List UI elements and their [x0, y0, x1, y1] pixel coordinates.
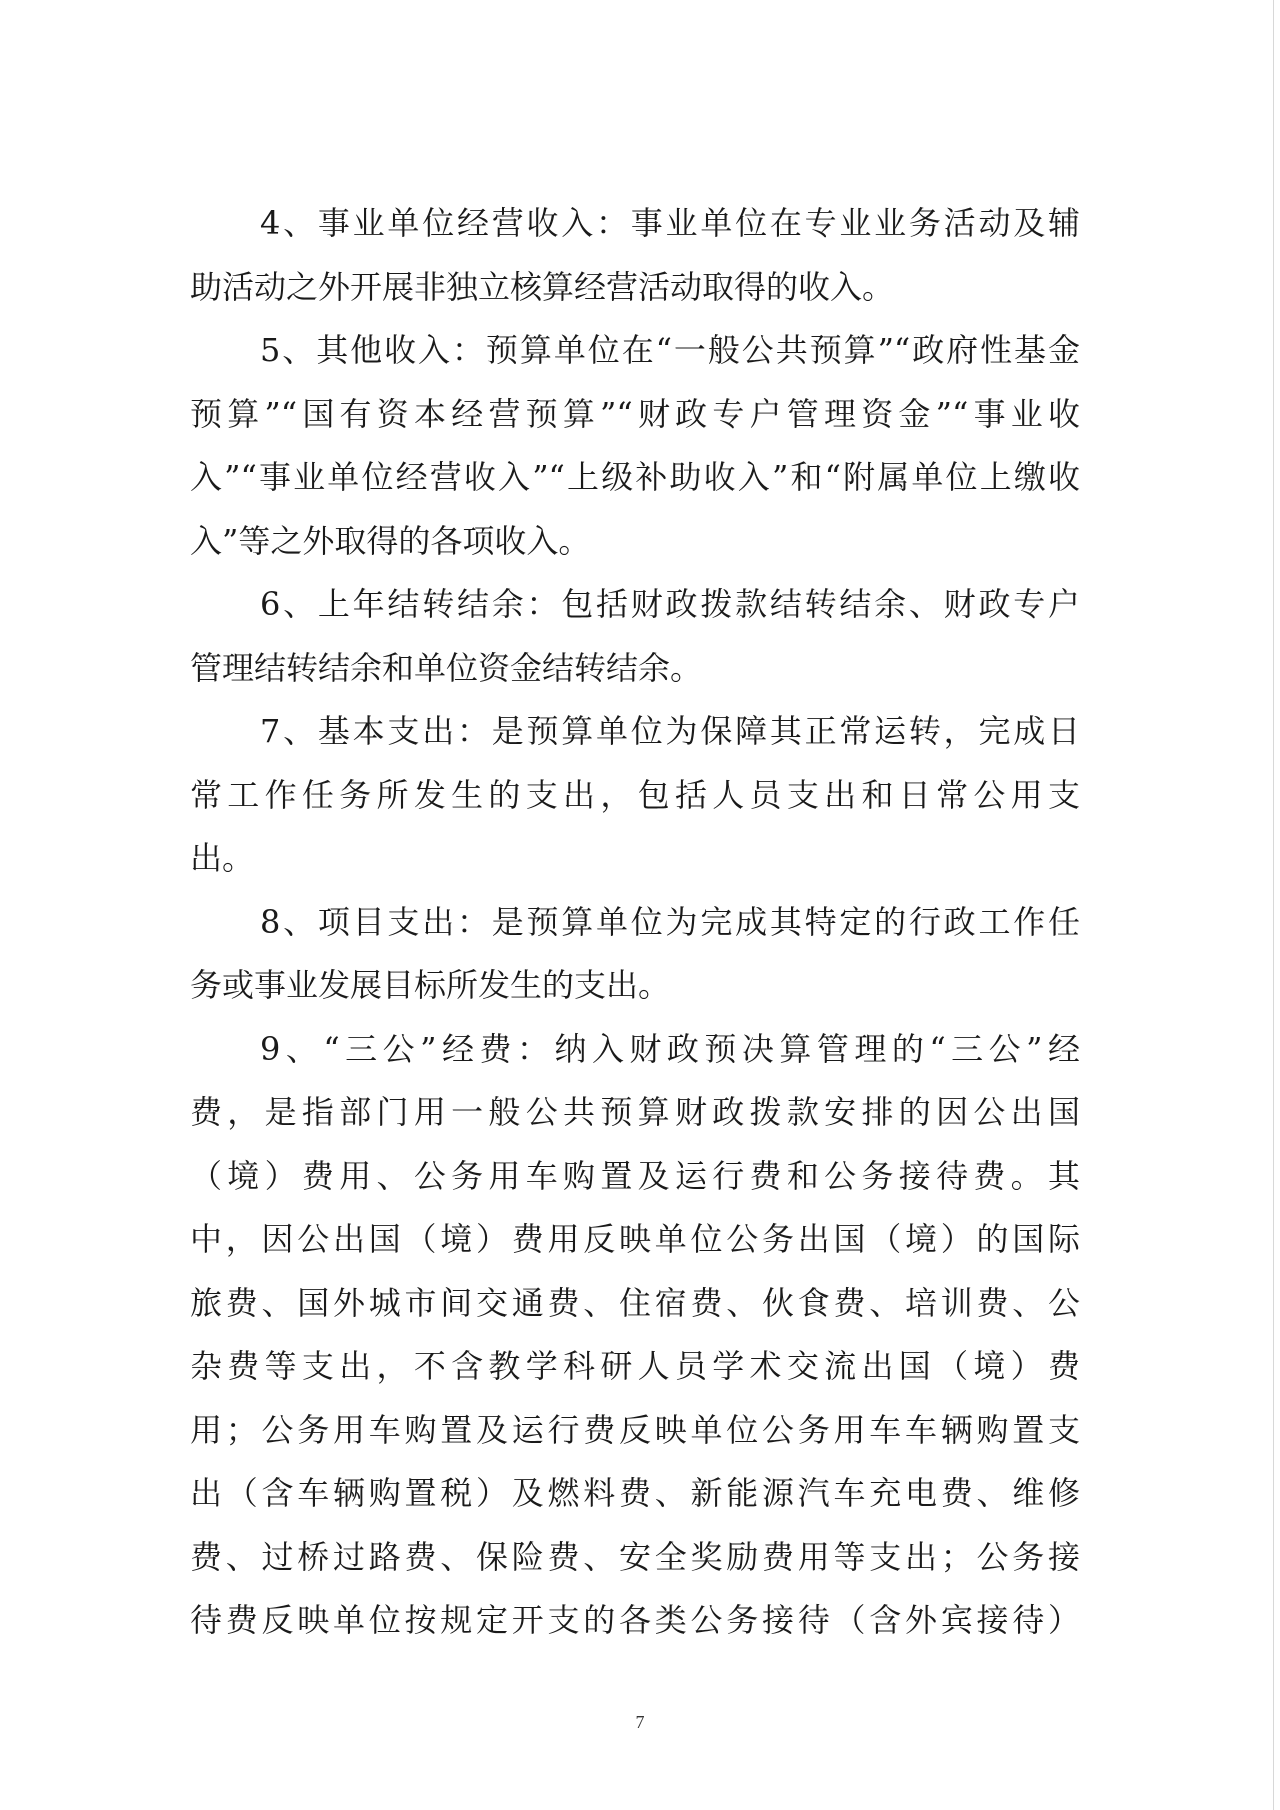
paragraph-4-line-2: 助活动之外开展非独立核算经营活动取得的收入。 [190, 267, 895, 306]
paragraph-9-line-9: 费、过桥过路费、保险费、安全奖励费用等支出；公务接 [190, 1537, 1080, 1576]
paragraph-9-line-10: 待费反映单位按规定开支的各类公务接待（含外宾接待） [190, 1601, 1080, 1639]
paragraph-6-line-1: 6、上年结转结余：包括财政拨款结转结余、财政专户 [260, 585, 1080, 623]
paragraph-5-line-4: 入”等之外取得的各项收入。 [190, 521, 591, 560]
paragraph-9-line-2: 费，是指部门用一般公共预算财政拨款安排的因公出国 [190, 1093, 1080, 1131]
paragraph-5-line-1: 5、其他收入：预算单位在“一般公共预算”“政府性基金 [260, 331, 1080, 369]
paragraph-9-line-4: 中，因公出国（境）费用反映单位公务出国（境）的国际 [190, 1220, 1080, 1258]
paragraph-9-line-5: 旅费、国外城市间交通费、住宿费、伙食费、培训费、公 [190, 1283, 1080, 1322]
paragraph-9-line-6: 杂费等支出，不含教学科研人员学术交流出国（境）费 [190, 1347, 1080, 1385]
paragraph-5-line-2: 预算”“国有资本经营预算”“财政专户管理资金”“事业收 [190, 394, 1080, 433]
scan-edge-line [1273, 0, 1274, 1810]
paragraph-4-line-1: 4、事业单位经营收入：事业单位在专业业务活动及辅 [260, 204, 1080, 242]
paragraph-5-line-3: 入”“事业单位经营收入”“上级补助收入”和“附属单位上缴收 [190, 458, 1080, 496]
paragraph-9-line-8: 出（含车辆购置税）及燃料费、新能源汽车充电费、维修 [190, 1474, 1080, 1512]
paragraph-7-line-2: 常工作任务所发生的支出，包括人员支出和日常公用支 [190, 775, 1080, 814]
paragraph-8-line-1: 8、项目支出：是预算单位为完成其特定的行政工作任 [260, 902, 1080, 941]
paragraph-8-line-2: 务或事业发展目标所发生的支出。 [190, 966, 671, 1004]
paragraph-9-line-7: 用；公务用车购置及运行费反映单位公务用车车辆购置支 [190, 1410, 1080, 1449]
paragraph-7-line-1: 7、基本支出：是预算单位为保障其正常运转，完成日 [260, 712, 1080, 750]
paragraph-9-line-3: （境）费用、公务用车购置及运行费和公务接待费。其 [190, 1156, 1080, 1195]
paragraph-6-line-2: 管理结转结余和单位资金结转结余。 [190, 648, 703, 687]
page-number: 7 [635, 1712, 645, 1732]
body-text [190, 192, 1080, 1653]
paragraph-9-line-1: 9、“三公”经费：纳入财政预决算管理的“三公”经 [260, 1029, 1080, 1068]
paragraph-7-line-3: 出。 [190, 839, 255, 877]
